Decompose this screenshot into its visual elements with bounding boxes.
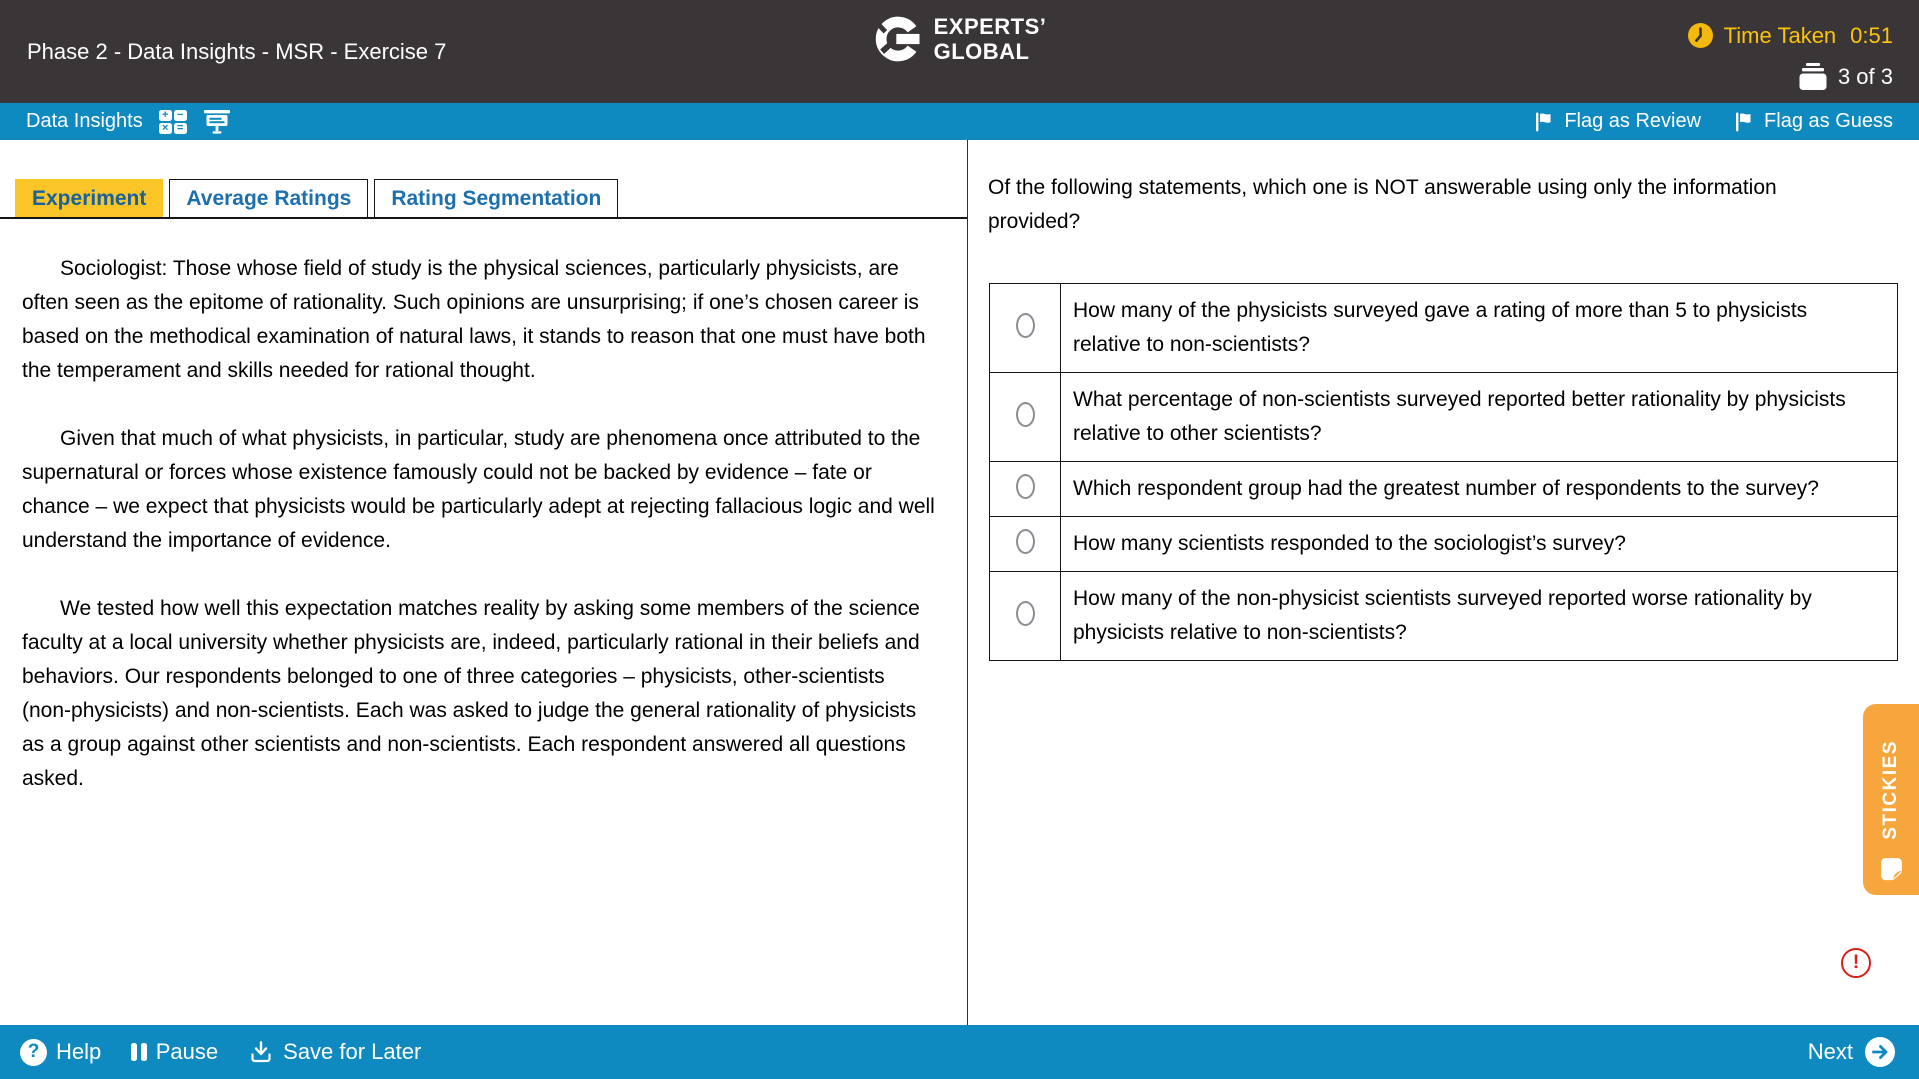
tab-experiment[interactable]: Experiment bbox=[15, 179, 163, 217]
pause-icon bbox=[131, 1043, 147, 1061]
flag-buttons bbox=[1533, 110, 1893, 133]
flag-as-review-button[interactable] bbox=[1533, 110, 1701, 133]
option-text[interactable]: What percentage of non-scientists surveyed reported better rationality by physicists relative to other scientists? bbox=[1061, 373, 1898, 462]
question-prompt: Of the following statements, which one is NOT answerable using only the information provided? bbox=[988, 176, 1777, 233]
flag-icon bbox=[1733, 111, 1755, 133]
alert-icon[interactable] bbox=[1841, 948, 1871, 978]
section-bar bbox=[0, 103, 1919, 140]
calc-minus-glyph: − bbox=[174, 110, 187, 121]
next-button[interactable] bbox=[1808, 1037, 1895, 1067]
calc-equals-glyph: = bbox=[174, 123, 187, 134]
passage-paragraph-1: Sociologist: Those whose field of study is the physical sciences, particularly physicists, are often seen as the epitome of rationality. Such opinions are unsurprising; if one’s chosen career is based on the methodical examination of natural laws, it stands to reason that one must have both the temperament and skills needed for rational thought. bbox=[22, 257, 926, 382]
stack-icon bbox=[1798, 63, 1828, 90]
time-taken-value: 0:51 bbox=[1850, 22, 1893, 48]
stickies-tab[interactable] bbox=[1863, 704, 1919, 895]
save-for-later-button[interactable] bbox=[248, 1039, 421, 1065]
stickies-label: STICKIES bbox=[1880, 740, 1901, 840]
question-progress-text: 3 of 3 bbox=[1837, 63, 1893, 89]
question-progress bbox=[1798, 63, 1893, 90]
option-row-3[interactable] bbox=[990, 462, 1898, 517]
download-icon bbox=[248, 1039, 274, 1065]
option-radio-cell[interactable] bbox=[990, 517, 1061, 572]
pause-label: Pause bbox=[155, 1039, 219, 1064]
help-label: Help bbox=[56, 1039, 102, 1064]
brand-logo-text bbox=[934, 14, 1047, 64]
time-taken-label: Time Taken bbox=[1723, 22, 1837, 48]
option-row-4[interactable] bbox=[990, 517, 1898, 572]
option-row-2[interactable] bbox=[990, 373, 1898, 462]
option-text[interactable]: Which respondent group had the greatest number of respondents to the survey? bbox=[1061, 462, 1898, 517]
passage bbox=[0, 219, 967, 796]
alert-glyph: ! bbox=[1852, 952, 1860, 973]
passage-paragraph-2: Given that much of what physicists, in particular, study are phenomena once attributed to the supernatural or forces whose existence famously could not be backed by evidence – fate or chance – we expect that physicists would be particularly adept at rejecting fallacious logic and well understand the importance of evidence. bbox=[22, 427, 935, 552]
option-row-1[interactable] bbox=[990, 284, 1898, 373]
answer-options-table bbox=[989, 283, 1898, 661]
option-radio-cell[interactable] bbox=[990, 572, 1061, 661]
radio-button[interactable] bbox=[1016, 529, 1035, 554]
calc-multiply-glyph: × bbox=[159, 123, 172, 134]
flag-as-guess-button[interactable] bbox=[1733, 110, 1893, 133]
option-radio-cell[interactable] bbox=[990, 462, 1061, 517]
help-button[interactable] bbox=[20, 1039, 101, 1066]
option-radio-cell[interactable] bbox=[990, 373, 1061, 462]
flag-as-review-label: Flag as Review bbox=[1564, 110, 1702, 132]
source-panel bbox=[0, 140, 968, 1025]
clock-icon bbox=[1687, 22, 1714, 49]
brand-logo bbox=[873, 14, 1047, 64]
whiteboard-icon[interactable] bbox=[203, 109, 231, 135]
option-radio-cell[interactable] bbox=[990, 284, 1061, 373]
help-icon: ? bbox=[20, 1039, 47, 1066]
calculator-icon[interactable] bbox=[159, 110, 187, 134]
tab-rating-segmentation[interactable]: Rating Segmentation bbox=[374, 179, 618, 217]
question-panel bbox=[968, 140, 1919, 1025]
radio-button[interactable] bbox=[1016, 474, 1035, 499]
brand-logo-icon bbox=[873, 14, 923, 64]
option-row-5[interactable] bbox=[990, 572, 1898, 661]
option-text[interactable]: How many of the physicists surveyed gave a rating of more than 5 to physicists relative to non-scientists? bbox=[1061, 284, 1898, 373]
next-label: Next bbox=[1807, 1039, 1853, 1064]
next-arrow-icon bbox=[1865, 1037, 1895, 1067]
footer-bar bbox=[0, 1025, 1919, 1079]
top-header bbox=[0, 0, 1919, 103]
brand-line-1: EXPERTS’ bbox=[933, 14, 1047, 39]
radio-button[interactable] bbox=[1016, 601, 1035, 626]
passage-paragraph-3: We tested how well this expectation matches reality by asking some members of the science faculty at a local university whether physicists are, indeed, particularly rational in their beliefs and behaviors. Our respondents belonged to one of three categories – physicists, other-scientists (non-physicists) and non-scientists. Each was asked to judge the general rationality of physicists as a group against other scientists and non-scientists. Each respondent answered all questions asked. bbox=[22, 597, 920, 790]
flag-icon bbox=[1533, 111, 1555, 133]
time-taken bbox=[1687, 22, 1893, 49]
option-text[interactable]: How many scientists responded to the sociologist’s survey? bbox=[1061, 517, 1898, 572]
source-tabs bbox=[0, 140, 967, 219]
brand-line-2: GLOBAL bbox=[933, 39, 1030, 64]
flag-as-guess-label: Flag as Guess bbox=[1764, 110, 1893, 132]
tab-average-ratings[interactable]: Average Ratings bbox=[169, 179, 368, 217]
pause-button[interactable] bbox=[131, 1039, 218, 1065]
main-content bbox=[0, 140, 1919, 1025]
radio-button[interactable] bbox=[1016, 402, 1035, 427]
radio-button[interactable] bbox=[1016, 313, 1035, 338]
calc-plus-glyph: + bbox=[159, 110, 172, 121]
page-title: Phase 2 - Data Insights - MSR - Exercise 7 bbox=[27, 39, 447, 64]
option-text[interactable]: How many of the non-physicist scientists surveyed reported worse rationality by physicists relative to non-scientists? bbox=[1061, 572, 1898, 661]
section-label: Data Insights bbox=[26, 110, 143, 132]
sticky-note-icon bbox=[1878, 855, 1905, 882]
save-for-later-label: Save for Later bbox=[283, 1039, 422, 1064]
